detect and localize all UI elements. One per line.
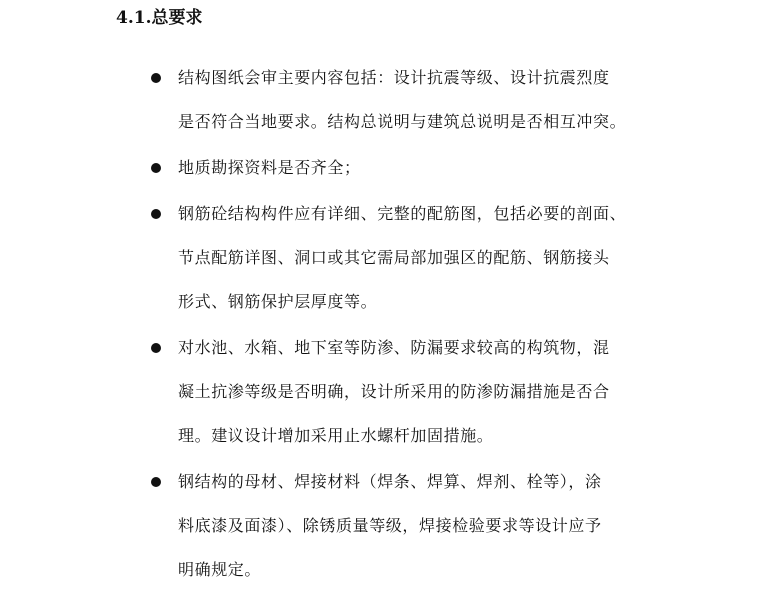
item-text-line: 对水池、水箱、地下室等防渗、防漏要求较高的构筑物，混 xyxy=(178,338,610,357)
bullet-icon xyxy=(151,343,161,353)
bullet-icon xyxy=(151,209,161,219)
bullet-icon xyxy=(151,73,161,83)
item-text-line: 料底漆及面漆）、除锈质量等级，焊接检验要求等设计应予 xyxy=(178,516,602,535)
item-text-line: 理。建议设计增加采用止水螺杆加固措施。 xyxy=(178,426,494,445)
item-text-line: 钢结构的母材、焊接材料（焊条、焊算、焊剂、栓等），涂 xyxy=(178,472,602,491)
item-text-line: 凝土抗渗等级是否明确，设计所采用的防渗防漏措施是否合 xyxy=(178,382,610,401)
section-heading: 4.1.总要求 xyxy=(116,8,203,28)
list-item xyxy=(148,62,668,138)
list-item xyxy=(148,332,668,452)
item-text-line: 钢筋砼结构构件应有详细、完整的配筋图，包括必要的剖面、 xyxy=(178,204,627,223)
item-text-line: 结构图纸会审主要内容包括：设计抗震等级、设计抗震烈度 xyxy=(178,68,610,87)
list-item xyxy=(148,198,668,318)
bullet-icon xyxy=(151,163,161,173)
list-item xyxy=(148,466,668,586)
item-text-line: 是否符合当地要求。结构总说明与建筑总说明是否相互冲突。 xyxy=(178,112,627,131)
item-text-line: 明确规定。 xyxy=(178,560,262,579)
item-text-line: 地质勘探资料是否齐全； xyxy=(178,158,361,177)
item-text-line: 节点配筋详图、洞口或其它需局部加强区的配筋、钢筋接头 xyxy=(178,248,610,267)
bullet-icon xyxy=(151,477,161,487)
requirements-list xyxy=(148,62,668,600)
item-text-line: 形式、钢筋保护层厚度等。 xyxy=(178,292,378,311)
list-item xyxy=(148,152,668,184)
